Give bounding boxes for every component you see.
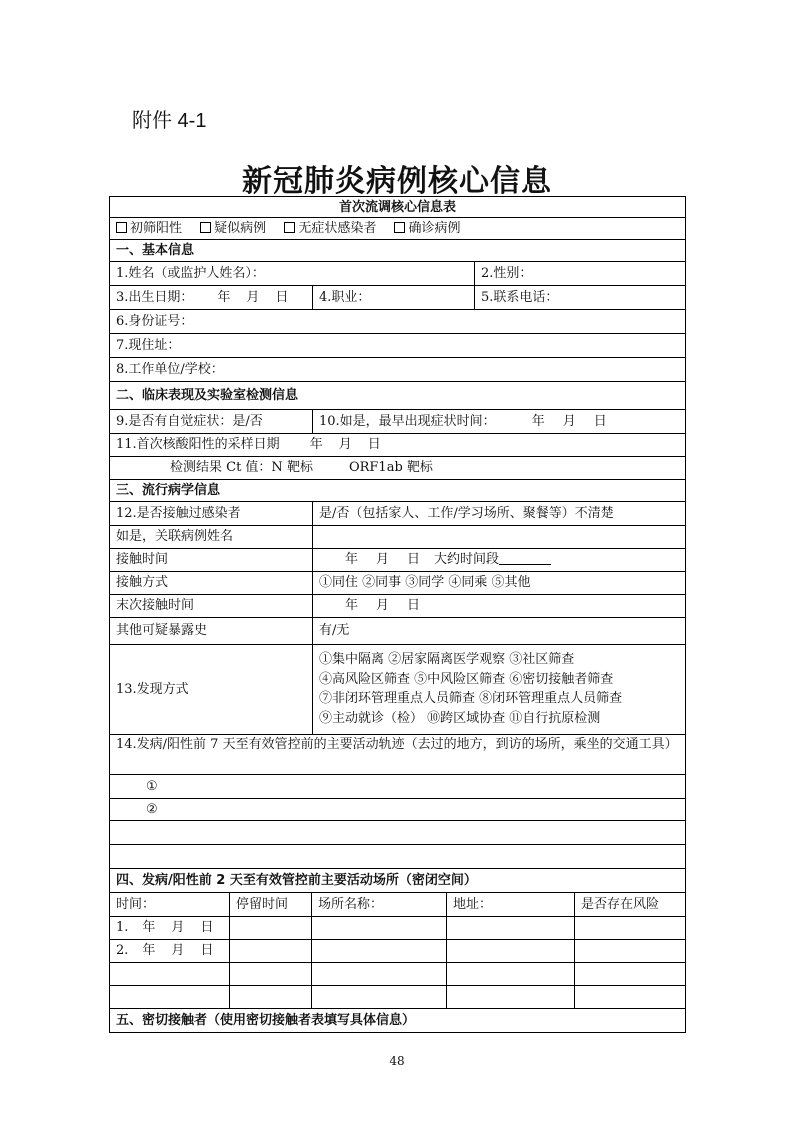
venue-name[interactable] (311, 963, 446, 985)
id-field[interactable]: 6.身份证号： (116, 314, 194, 329)
venue-risk[interactable] (574, 917, 685, 939)
venue-risk[interactable] (574, 963, 685, 985)
venue-stay[interactable] (229, 940, 311, 962)
contact-time-field[interactable]: 年 月 日 大约时间段 (312, 549, 685, 571)
checkbox-icon[interactable] (394, 222, 405, 233)
track-row (109, 845, 686, 869)
form-title-row (109, 196, 686, 218)
ct-field[interactable]: 检测结果 Ct 值：N 靶标 ORF1ab 靶标 (170, 460, 433, 475)
venue-stay[interactable] (229, 986, 311, 1008)
venue-address[interactable] (446, 917, 574, 939)
phone-field[interactable]: 5.联系电话： (474, 286, 685, 309)
contact-answer[interactable]: 是/否（包括家人、工作/学习场所、聚餐等）不清楚 (312, 502, 685, 525)
contact-mode-options[interactable]: ①同住 ②同事 ③同学 ④同乘 ⑤其他 (312, 572, 685, 594)
venue-row (109, 917, 686, 940)
address-row (109, 334, 686, 358)
last-contact-row: 末次接触时间 年 月 日 (109, 595, 686, 618)
page-title: 新冠肺炎病例核心信息 (242, 164, 552, 199)
case-name-field[interactable] (312, 526, 685, 548)
sample-row (109, 434, 686, 457)
other-exposure-answer[interactable]: 有/无 (312, 618, 685, 644)
page-number: 48 (389, 1054, 405, 1068)
track-header-row: 14.发病/阳性前 7 天至有效管控前的主要活动轨迹（去过的地方，到访的场所，乘坐的交通工具） (109, 735, 686, 775)
dob-row (109, 286, 686, 310)
case-type-option[interactable]: 无症状感染者 (284, 221, 376, 236)
venue-stay[interactable] (229, 963, 311, 985)
symptom-time-field[interactable]: 10.如是，最早出现症状时间： 年 月 日 (312, 410, 685, 433)
venue-time[interactable]: 1. 年 月 日 (116, 920, 214, 935)
form-title: 首次流调核心信息表 (338, 200, 456, 215)
section-header: 一、基本信息 (109, 240, 686, 262)
section-header: 二、临床表现及实验室检测信息 (109, 382, 686, 410)
name-row (109, 262, 686, 286)
track-item[interactable]: ① (146, 779, 158, 794)
ct-row (109, 457, 686, 480)
other-exposure-row: 其他可疑暴露史 有/无 (109, 618, 686, 645)
venue-name[interactable] (311, 986, 446, 1008)
discover-row: 13.发现方式 ①集中隔离 ②居家隔离医学观察 ③社区筛查 ④高风险区筛查 ⑤中风险区筛查 ⑥密切接触者筛查 ⑦非闭环管理重点人员筛查 ⑧闭环管理重点人员筛查 ⑨主动就诊（检） ⑩跨区域协查 ⑪自行抗原检测 (109, 645, 686, 735)
track-item[interactable] (110, 821, 685, 844)
work-row (109, 358, 686, 382)
section-header: 三、流行病学信息 (109, 480, 686, 502)
checkbox-icon[interactable] (200, 222, 211, 233)
venue-address[interactable] (446, 940, 574, 962)
case-info-form (109, 196, 686, 1033)
venue-time[interactable] (110, 986, 229, 1008)
symptom-field[interactable]: 9.是否有自觉症状：是/否 (116, 414, 263, 429)
symptom-row (109, 410, 686, 434)
discover-options[interactable]: ①集中隔离 ②居家隔离医学观察 ③社区筛查 ④高风险区筛查 ⑤中风险区筛查 ⑥密切接触者筛查 ⑦非闭环管理重点人员筛查 ⑧闭环管理重点人员筛查 ⑨主动就诊（检） ⑩跨区域协查 ⑪自行抗原检测 (312, 645, 685, 734)
contact-time-row: 接触时间 年 月 日 大约时间段 (109, 549, 686, 572)
contact-mode-row: 接触方式 ①同住 ②同事 ③同学 ④同乘 ⑤其他 (109, 572, 686, 595)
checkbox-icon[interactable] (116, 222, 127, 233)
attachment-label: 附件 4-1 (132, 110, 207, 132)
venue-risk[interactable] (574, 940, 685, 962)
track-row (109, 799, 686, 821)
case-type-option[interactable]: 确诊病例 (394, 221, 460, 236)
work-field[interactable]: 8.工作单位/学校： (116, 362, 224, 377)
track-row (109, 821, 686, 845)
job-field[interactable]: 4.职业： (312, 286, 474, 309)
track-item[interactable]: ② (146, 802, 158, 817)
venue-name[interactable] (311, 940, 446, 962)
sample-date-field[interactable]: 11.首次核酸阳性的采样日期 年 月 日 (116, 437, 381, 452)
venue-risk[interactable] (574, 986, 685, 1008)
case-type-row (109, 218, 686, 240)
case-type-option[interactable]: 初筛阳性 (116, 221, 182, 236)
venue-address[interactable] (446, 986, 574, 1008)
track-item[interactable] (110, 845, 685, 868)
case-name-row: 如是，关联病例姓名 (109, 526, 686, 549)
venue-address[interactable] (446, 963, 574, 985)
gender-field[interactable]: 2.性别： (474, 262, 685, 285)
name-field[interactable]: 1.姓名（或监护人姓名）： (116, 266, 265, 281)
venue-name[interactable] (311, 917, 446, 939)
case-type-option[interactable]: 疑似病例 (200, 221, 266, 236)
venue-row (109, 940, 686, 963)
track-row (109, 775, 686, 799)
last-contact-field[interactable]: 年 月 日 (312, 595, 685, 617)
id-row (109, 310, 686, 334)
checkbox-icon[interactable] (284, 222, 295, 233)
venue-row (109, 986, 686, 1009)
contact-row: 12.是否接触过感染者 是/否（包括家人、工作/学习场所、聚餐等）不清楚 (109, 502, 686, 526)
venue-header-row: 时间： 停留时间 场所名称： 地址： 是否存在风险 (109, 893, 686, 917)
section-header: 五、密切接触者（使用密切接触者表填写具体信息） (109, 1009, 686, 1033)
venue-time[interactable] (110, 963, 229, 985)
address-field[interactable]: 7.现住址： (116, 338, 181, 353)
venue-row (109, 963, 686, 986)
blank-underline[interactable] (499, 551, 551, 565)
venue-stay[interactable] (229, 917, 311, 939)
dob-field[interactable]: 3.出生日期： 年 月 日 (116, 290, 289, 305)
section-header: 四、发病/阳性前 2 天至有效管控前主要活动场所（密闭空间） (109, 869, 686, 893)
venue-time[interactable]: 2. 年 月 日 (116, 943, 214, 958)
